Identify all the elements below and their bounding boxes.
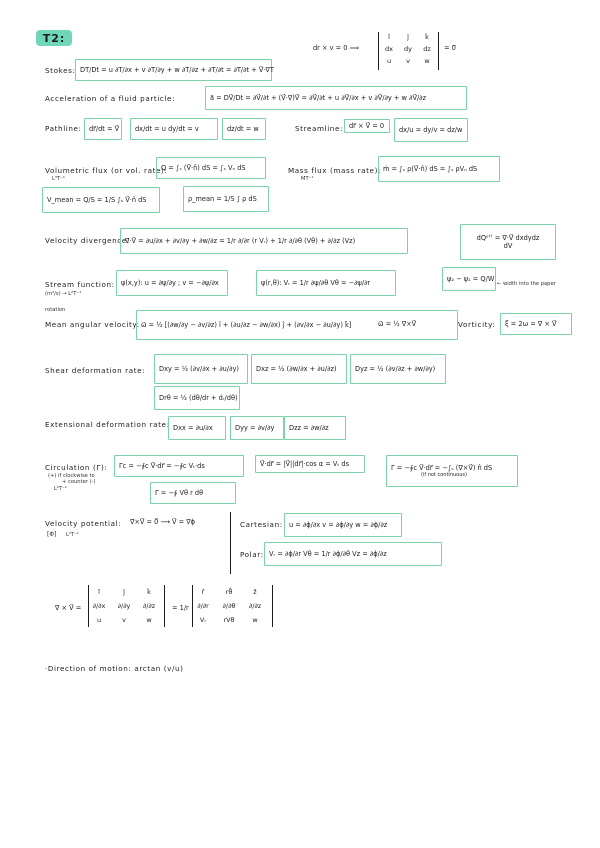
matrix-cell: ĵ	[123, 588, 125, 596]
pathline-vector-formula: dr⃗/dt = V⃗	[84, 118, 122, 140]
velocity-potential-units: L²T⁻¹	[66, 532, 79, 538]
angular-velocity-label: Mean angular velocity:	[45, 320, 140, 329]
stream-function-polar: ψ(r,θ): Vᵣ = 1/r ∂ψ/∂θ Vθ = −∂ψ/∂r	[256, 270, 396, 296]
curl-m1-bar-right	[164, 585, 165, 627]
acceleration-formula: a⃗ = DV⃗/Dt = ∂V⃗/∂t + (V⃗·∇)V⃗ = ∂V⃗/∂t + u ∂V⃗/∂x + v ∂V⃗/∂y + w ∂V⃗/∂z	[205, 86, 467, 110]
velocity-potential-symbol: [Φ]	[47, 531, 57, 538]
circulation-label: Circulation (Γ):	[45, 463, 108, 472]
circulation-note-counter: + counter (-)	[62, 479, 96, 485]
effective-flow-denominator: dV	[503, 242, 513, 250]
mass-flux-label: Mass flux (mass rate):	[288, 166, 382, 175]
curl-polar-factor: = 1/r	[172, 604, 189, 612]
circulation-stokes-formula: Γ = −∮c V⃗·dr⃗ = −∫ₛ (∇⃗×V⃗) n̂ dS	[391, 464, 493, 472]
shear-dxz: Dxz = ½ (∂w/∂x + ∂u/∂z)	[251, 354, 347, 384]
circulation-units: L²T⁻¹	[54, 486, 67, 492]
matrix-cell: dx	[385, 45, 393, 53]
curl-m2-bar-right	[272, 585, 273, 627]
curl-m1-bar-left	[88, 585, 89, 627]
circulation-dot-product: V⃗·dr⃗ = |V⃗||dr⃗|·cos α = Vₜ ds	[255, 455, 365, 473]
shear-dyz: Dyz = ½ (∂v/∂z + ∂w/∂y)	[350, 354, 446, 384]
cartesian-label: Cartesian:	[240, 520, 283, 529]
matrix-cell: î	[98, 588, 100, 596]
matrix-cell: Vᵣ	[199, 616, 207, 624]
divergence-formula: ∇⃗·V⃗ = ∂u/∂x + ∂v/∂y + ∂w/∂z = 1/r ∂/∂r (r Vᵣ) + 1/r ∂/∂θ (Vθ) + ∂/∂z (Vz)	[120, 228, 408, 254]
streamline-ratio-formula: dx/u = dy/v = dz/w	[394, 118, 468, 142]
pathline-label: Pathline:	[45, 124, 82, 133]
acceleration-label: Acceleration of a fluid particle:	[45, 94, 176, 103]
curl-m2-bar-left	[192, 585, 193, 627]
streamline-cross-eq: dr × v = 0 ⟹	[313, 44, 359, 52]
circulation-note-clockwise: (+) if clockwise to	[48, 473, 95, 479]
circulation-polar: Γ = −∮ Vθ r dθ	[150, 482, 236, 504]
matrix-cell: ∂/∂θ	[222, 602, 236, 610]
velocity-potential-label: Velocity potential:	[45, 519, 122, 528]
extensional-dzz: Dzz = ∂w/∂z	[284, 416, 346, 440]
matrix-cell: ∂/∂z	[142, 602, 156, 610]
rotation-note: rotation	[45, 307, 66, 313]
circulation-stokes-theorem	[386, 455, 518, 487]
curl-lhs: ∇⃗ × V⃗ =	[55, 604, 82, 612]
effective-flow-formula	[460, 224, 556, 260]
irrotational-potential-relation: ∇⃗×V⃗ = 0⃗ ⟶ V⃗ = ∇⃗ϕ	[130, 518, 195, 526]
shear-deformation-label: Shear deformation rate:	[45, 366, 146, 375]
matrix-cell: w	[252, 616, 258, 624]
matrix-cell: ∂/∂z	[248, 602, 262, 610]
matrix-cell: w	[146, 616, 152, 624]
matrix-cell: ∂/∂r	[197, 602, 209, 610]
matrix-cell: u	[96, 616, 102, 624]
angular-velocity-curl: ω⃗ = ½ ∇⃗×V⃗	[378, 320, 417, 328]
section-title: T2:	[36, 30, 72, 46]
pathline-xy-formula: dx/dt = u dy/dt = v	[130, 118, 218, 140]
mass-flux-units: MT⁻¹	[301, 176, 314, 182]
circulation-stokes-note: (if not continuous)	[421, 472, 467, 478]
mean-velocity-formula: V_mean = Q/S = 1/S ∫ₛ V⃗·n̂ dS	[42, 187, 160, 213]
direction-of-motion: ·Direction of motion: arctan (v/u)	[45, 664, 184, 673]
matrix-cell: w	[424, 57, 430, 65]
volumetric-flux-units: L³T⁻¹	[52, 176, 65, 182]
matrix-bar-left	[378, 32, 379, 70]
matrix-cell: dz	[423, 45, 431, 53]
cartesian-potential-formula: u = ∂ϕ/∂x v = ∂ϕ/∂y w = ∂ϕ/∂z	[284, 513, 402, 537]
shear-dxy: Dxy = ½ (∂v/∂x + ∂u/∂y)	[154, 354, 248, 384]
extensional-dyy: Dyy = ∂v/∂y	[230, 416, 284, 440]
matrix-cell: v	[406, 57, 410, 65]
mean-density-formula: ρ_mean = 1/S ∫ ρ dS	[183, 186, 269, 212]
matrix-cell: ∂/∂y	[117, 602, 131, 610]
extensional-deformation-label: Extensional deformation rate:	[45, 420, 170, 429]
effective-flow-numerator: dQᵉᶠᶠ = ∇⃗·V⃗ dxdydz	[476, 234, 540, 242]
mass-flux-formula: ṁ = ∫ₛ ρ(V⃗·n̂) dS = ∫ₛ ρVₙ dS	[378, 156, 500, 182]
circulation-line-integral: Γc = −∮c V⃗·dr⃗ = −∮c Vₜ·ds	[114, 455, 244, 477]
pathline-z-formula: dz/dt = w	[222, 118, 266, 140]
stream-function-label: Stream function:	[45, 280, 115, 289]
matrix-bar-right	[438, 32, 439, 70]
volumetric-flux-label: Volumetric flux (or vol. rate):	[45, 166, 168, 175]
extensional-dxx: Dxx = ∂u/∂x	[168, 416, 226, 440]
matrix-cell: dy	[404, 45, 412, 53]
matrix-cell: r̂	[201, 588, 205, 596]
width-note: ← width into the paper	[497, 281, 556, 287]
streamline-cross-formula: dr⃗ × V⃗ = 0	[344, 119, 390, 133]
streamline-label: Streamline:	[295, 124, 343, 133]
matrix-cell: rVθ	[223, 616, 235, 624]
polar-label: Polar:	[240, 550, 264, 559]
matrix-cell: k̂	[425, 33, 429, 41]
matrix-cell: ĵ	[407, 33, 409, 41]
stokes-label: Stokes:	[45, 66, 76, 75]
stream-function-units: (m²/s) → L²T⁻¹	[45, 291, 82, 297]
divergence-label: Velocity divergence:	[45, 236, 130, 245]
stream-function-cartesian: ψ(x,y): u = ∂ψ/∂y ; v = −∂ψ/∂x	[116, 270, 228, 296]
matrix-cell: rθ̂	[225, 588, 233, 596]
shear-drtheta: Drθ = ½ (dθ/dr + dᵣ/dθ)	[154, 386, 240, 410]
vorticity-formula: ξ⃗ = 2ω = ∇⃗ × V⃗	[500, 313, 572, 335]
angular-velocity-formula: ω⃗ = ½ [(∂w/∂y − ∂v/∂z) î + (∂u/∂z − ∂w/∂x) ĵ + (∂v/∂x − ∂u/∂y) k̂]	[136, 310, 458, 340]
matrix-result: = 0⃗	[444, 44, 456, 52]
matrix-cell: ẑ	[253, 588, 257, 596]
volumetric-flux-formula: Q = ∫ₛ (V⃗·n̂) dS = ∫ₛ Vₙ dS	[156, 157, 266, 179]
material-derivative-formula: DT/Dt = u ∂T/∂x + v ∂T/∂y + w ∂T/∂z + ∂T/∂t = ∂T/∂t + V⃗·∇T	[75, 59, 272, 81]
vorticity-label: Vorticity:	[458, 320, 496, 329]
polar-potential-formula: Vᵣ = ∂ϕ/∂r Vθ = 1/r ∂ϕ/∂θ Vz = ∂ϕ/∂z	[264, 542, 442, 566]
stream-function-difference: ψ₂ − ψ₁ = Q/W	[442, 267, 496, 291]
matrix-cell: v	[122, 616, 126, 624]
matrix-cell: u	[386, 57, 392, 65]
potential-divider	[230, 512, 231, 574]
matrix-cell: k̂	[147, 588, 151, 596]
matrix-cell: î	[388, 33, 390, 41]
matrix-cell: ∂/∂x	[92, 602, 106, 610]
